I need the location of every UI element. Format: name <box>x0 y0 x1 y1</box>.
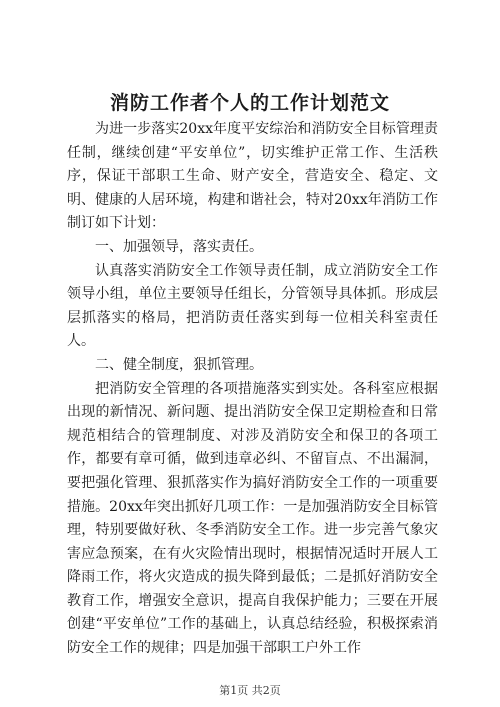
section-heading-2: 二、健全制度，狠抓管理。 <box>95 356 263 373</box>
section-heading-1: 一、加强领导，落实责任。 <box>95 238 263 255</box>
page-title: 消防工作者个人的工作计划范文 <box>109 92 390 114</box>
paragraph-section-2: 把消防安全管理的各项措施落实到实处。各科室应根据出现的新情况、新问题、提出消防安全保卫定期检查和日常规范相结合的管理制度、对涉及消防安全和保卫的各项工作，都要有章可循，做到违章必纠、不留盲点、不出漏洞，要把强化管理、狠抓落实作为搞好消防安全工作的一项重要措施。20xx年突出抓好几项工作：一是加强消防安全目标管理，特别要做好秋、冬季消防安全工作。进一步完善气象灾害应急预案，在有火灾险情出现时，根据情况适时开展人工降雨工作，将火灾造成的损失降到最低；二是抓好消防安全教育工作，增强安全意识，提高自我保护能力；三要在开展创建“平安单位”工作的基础上，认真总结经验，积极探索消防安全工作的规律；四是加强干部职工户外工作 <box>67 380 438 657</box>
page-number: 第1页 共2页 <box>219 684 281 697</box>
paragraph-intro: 为进一步落实20xx年度平安综治和消防安全目标管理责任制，继续创建“平安单位”，切实维护正常工作、生活秩序，保证干部职工生命、财产安全，营造安全、稳定、文明、健康的人居环境，构建和谐社会，特对20xx年消防工作制订如下计划： <box>67 121 438 232</box>
paragraph-section-1: 认真落实消防安全工作领导责任制，成立消防安全工作领导小组，单位主要领导任组长，分管领导具体抓。形成层层抓落实的格局，把消防责任落实到每一位相关科室责任人。 <box>67 262 438 350</box>
document-body <box>67 118 438 661</box>
